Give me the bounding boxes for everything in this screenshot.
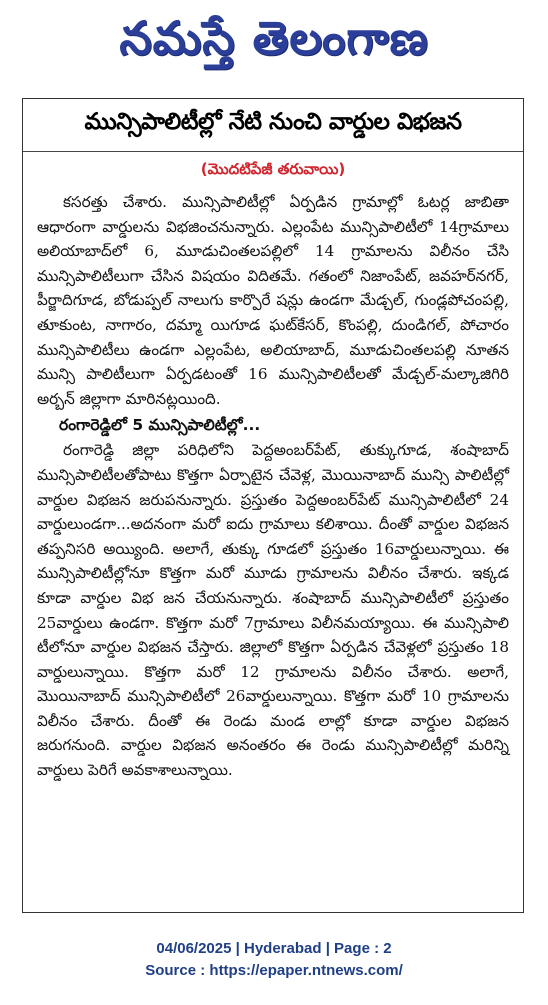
article-paragraph-2: రంగారెడ్డి జిల్లా పరిధిలోని పెద్దఅంబర్‌పేట్, తుక్కుగూడ, శంషాబాద్ మున్సిపాలిటీలతోపాటు కొత్తగా ఏర్పాటైన చేవెళ్ల, మొయినాబాద్ మున్సి పాలిటీల్లో వార్డుల విభజన జరుపనున్నారు. ప్రస్తుతం పెద్దఅంబర్‌పేట్ మున్సిపాలిటీలో 24 వార్డులుండగా...అదనంగా మరో ఐదు గ్రామాలు కలిశాయి. దీంతో వార్డుల విభజన తప్పనిసరి అయ్యింది. అలాగే, తుక్కు గూడలో ప్రస్తుతం 16వార్డులున్నాయి. ఈ మున్సిపాలిటీల్లోనూ కొత్తగా మరో మూడు గ్రామాలను విలీనం చేశారు. ఇక్కడ కూడా వార్డుల విభ జన చేయనున్నారు. శంషాబాద్ మున్సిపాలిటీలో ప్రస్తుతం 25వార్డులు ఉండగా. కొత్తగా మరో 7గ్రామాలు విలీనమయ్యాయి. ఈ మున్సిపాలి టీలోనూ వార్డుల విభజన చేస్తారు. జిల్లాలో కొత్తగా ఏర్పడిన చేవెళ్లలో ప్రస్తుతం 18 వార్డులున్నాయి. కొత్తగా మరో 12 గ్రామాలను విలీనం చేశారు. అలాగే, మొయినాబాద్ మున్సిపాలిటీలో 26వార్డులున్నాయి. కొత్తగా మరో 10 గ్రామాలను విలీనం చేశారు. దీంతో ఈ రెండు మండ లాల్లో కూడా వార్డుల విభజన జరుగనుంది. వార్డుల విభజన అనంతరం ఈ రెండు మున్సిపాలిటీల్లో మరిన్ని వార్డులు పెరిగే అవకాశాలున్నాయి.: [37, 441, 509, 780]
newspaper-logo: నమస్తే తెలంగాణ: [119, 11, 429, 65]
footer-source: Source : https://epaper.ntnews.com/: [145, 962, 403, 979]
article-headline: మున్సిపాలిటీల్లో నేటి నుంచి వార్డుల విభజన: [84, 109, 462, 135]
masthead: [0, 0, 548, 88]
section-heading: రంగారెడ్డిలో 5 మున్సిపాలిటీల్లో...: [59, 416, 261, 435]
continuation-note: (మొదటిపేజీ తరువాయి): [200, 160, 346, 178]
footer: [0, 938, 548, 982]
article-paragraph-1: కసరత్తు చేశారు. మున్సిపాలిటీల్లో ఏర్పడిన గ్రామాల్లో ఓటర్ల జాబితా ఆధారంగా వార్డులను విభజించనున్నారు. ఎల్లంపేట మున్సిపాలిటీలో 14గ్రామాలు అలియాబాద్‌లో 6, మూడుచింతలపల్లిలో 14 గ్రామాలను విలీనం చేసి మున్సిపాలిటీలుగా చేసిన విషయం విదితమే. గతంలో నిజాంపేట్, జవహర్‌నగర్, పీర్జాదిగూడ, బోడుప్పల్ నాలుగు కార్పొరే షన్లు ఉండగా మేడ్చల్, గుండ్లపోచంపల్లి, తూకుంట, నాగారం, దమ్మా యిగూడ ఘట్‌కేసర్, కొంపల్లి, దుండిగల్, పోచారం మున్సిపాలిటీలు ఉండగా ఎల్లంపేట, అలియాబాద్, మూడుచింతలపల్లి నూతన మున్సి పాలిటీలుగా ఏర్పడటంతో 16 మున్సిపాలిటీలతో మేడ్చల్-మల్కాజిగిరి అర్బన్ జిల్లాగా మారినట్లయింది.: [37, 193, 509, 408]
headline-divider: [23, 151, 523, 152]
article-box: [22, 98, 524, 913]
footer-dateline: 04/06/2025 | Hyderabad | Page : 2: [156, 940, 392, 957]
article-body: [37, 190, 509, 783]
